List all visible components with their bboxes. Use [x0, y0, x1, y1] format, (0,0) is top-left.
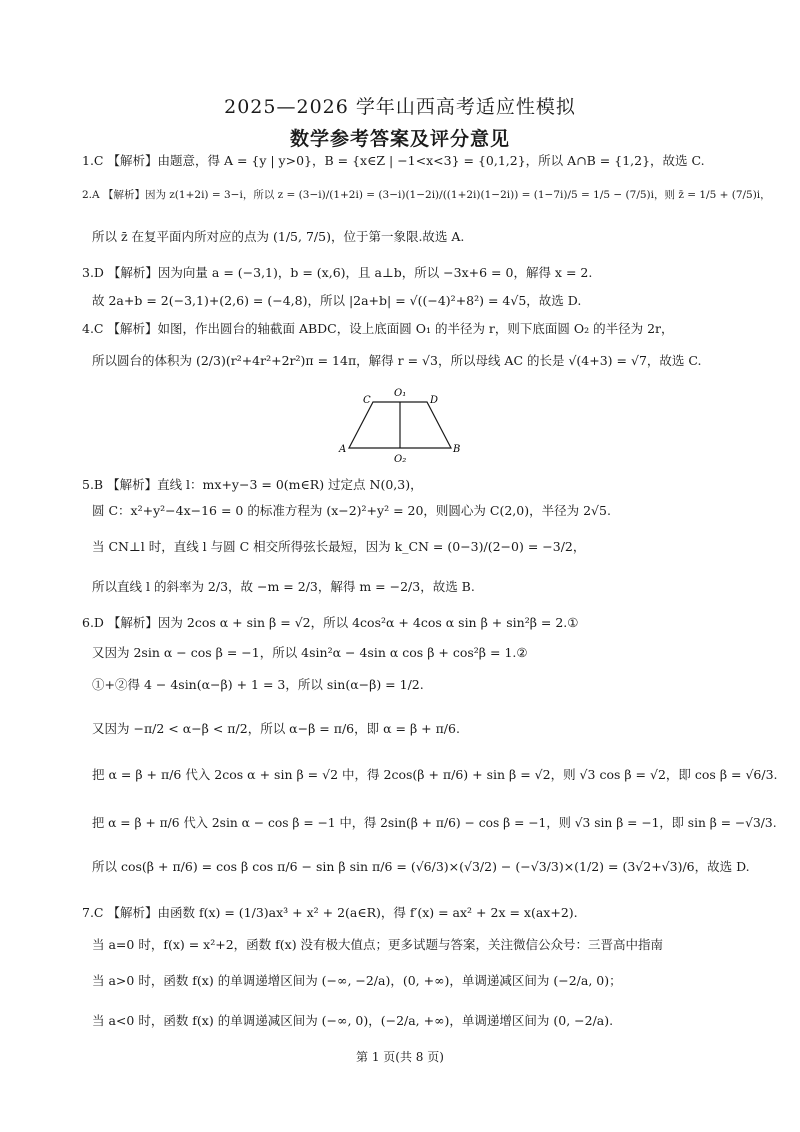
label-o1: O₁ — [394, 388, 407, 399]
answer-line: 当 CN⊥l 时，直线 l 与圆 C 相交所得弦长最短，因为 k_CN = (0−3)/(2−0) = −3/2， — [92, 539, 586, 554]
page-title: 2025—2026 学年山西高考适应性模拟 — [224, 96, 576, 118]
answer-line: 把 α = β + π/6 代入 2sin α − cos β = −1 中，得 2sin(β + π/6) − cos β = −1，则 √3 sin β = −1，即 sin β = −√3/3. — [92, 816, 777, 830]
label-d: D — [430, 395, 439, 406]
answer-line: 5.B 【解析】直线 l：mx+y−3 = 0(m∈R) 过定点 N(0,3)， — [82, 477, 423, 492]
answer-line: 4.C 【解析】如图，作出圆台的轴截面 ABDC，设上底面圆 O₁ 的半径为 r，则下底面圆 O₂ 的半径为 2r， — [82, 321, 674, 336]
label-c: C — [363, 395, 371, 406]
answer-line: 当 a>0 时，函数 f(x) 的单调递增区间为 (−∞, −2/a)，(0, +∞)，单调递减区间为 (−2/a, 0)； — [92, 973, 622, 988]
label-b: B — [453, 444, 461, 455]
answer-line: 把 α = β + π/6 代入 2cos α + sin β = √2 中，得 2cos(β + π/6) + sin β = √2，则 √3 cos β = √2，即 cos β = √6/3. — [92, 767, 778, 782]
answer-line: 所以 z̄ 在复平面内所对应的点为 (1/5, 7/5)，位于第一象限.故选 A. — [92, 229, 465, 244]
answer-line: ①+②得 4 − 4sin(α−β) + 1 = 3，所以 sin(α−β) = 1/2. — [92, 677, 424, 692]
label-a: A — [339, 444, 347, 455]
answer-line: 又因为 2sin α − cos β = −1，所以 4sin²α − 4sin α cos β + cos²β = 1.② — [92, 645, 528, 660]
answer-line: 当 a=0 时，f(x) = x²+2，函数 f(x) 没有极大值点；更多试题与答案，关注微信公众号：三晋高中指南 — [92, 937, 664, 952]
answer-line: 7.C 【解析】由函数 f(x) = (1/3)ax³ + x² + 2(a∈R)，得 f′(x) = ax² + 2x = x(ax+2). — [82, 905, 578, 920]
answer-line: 3.D 【解析】因为向量 a = (−3,1)，b = (x,6)，且 a⊥b，所以 −3x+6 = 0，解得 x = 2. — [82, 265, 593, 280]
answer-line: 圆 C：x²+y²−4x−16 = 0 的标准方程为 (x−2)²+y² = 20，则圆心为 C(2,0)，半径为 2√5. — [92, 503, 611, 518]
answer-line: 6.D 【解析】因为 2cos α + sin β = √2，所以 4cos²α + 4cos α sin β + sin²β = 2.① — [82, 615, 579, 630]
label-o2: O₂ — [394, 454, 407, 465]
answer-line: 故 2a+b = 2(−3,1)+(2,6) = (−4,8)，所以 |2a+b| = √((−4)²+8²) = 4√5，故选 D. — [92, 293, 582, 308]
answer-line: 所以直线 l 的斜率为 2/3，故 −m = 2/3，解得 m = −2/3，故选 B. — [92, 579, 475, 594]
answer-line: 所以 cos(β + π/6) = cos β cos π/6 − sin β sin π/6 = (√6/3)×(√3/2) − (−√3/3)×(1/2) = (3√2+√3)/6，故选 D. — [92, 859, 750, 874]
answer-line: 所以圆台的体积为 (2/3)(r²+4r²+2r²)π = 14π，解得 r = √3，所以母线 AC 的长是 √(4+3) = √7，故选 C. — [92, 353, 702, 368]
answer-line: 又因为 −π/2 < α−β < π/2，所以 α−β = π/6，即 α = β + π/6. — [92, 721, 460, 736]
frustum-cross-section-diagram — [335, 386, 465, 466]
answer-line: 2.A 【解析】因为 z(1+2i) = 3−i，所以 z = (3−i)/(1+2i) = (3−i)(1−2i)/((1+2i)(1−2i)) = (1−7i)/5 = 1/5 − (7/5)i，则 z̄ = 1/5 + (7/5)i， — [82, 189, 771, 201]
answer-line: 当 a<0 时，函数 f(x) 的单调递减区间为 (−∞, 0)，(−2/a, +∞)，单调递增区间为 (0, −2/a). — [92, 1013, 614, 1028]
page-footer: 第 1 页(共 8 页) — [356, 1050, 444, 1064]
page-subtitle: 数学参考答案及评分意见 — [289, 128, 510, 150]
answer-line: 1.C 【解析】由题意，得 A = {y | y>0}，B = {x∈Z | −1<x<3} = {0,1,2}，所以 A∩B = {1,2}，故选 C. — [82, 153, 705, 168]
